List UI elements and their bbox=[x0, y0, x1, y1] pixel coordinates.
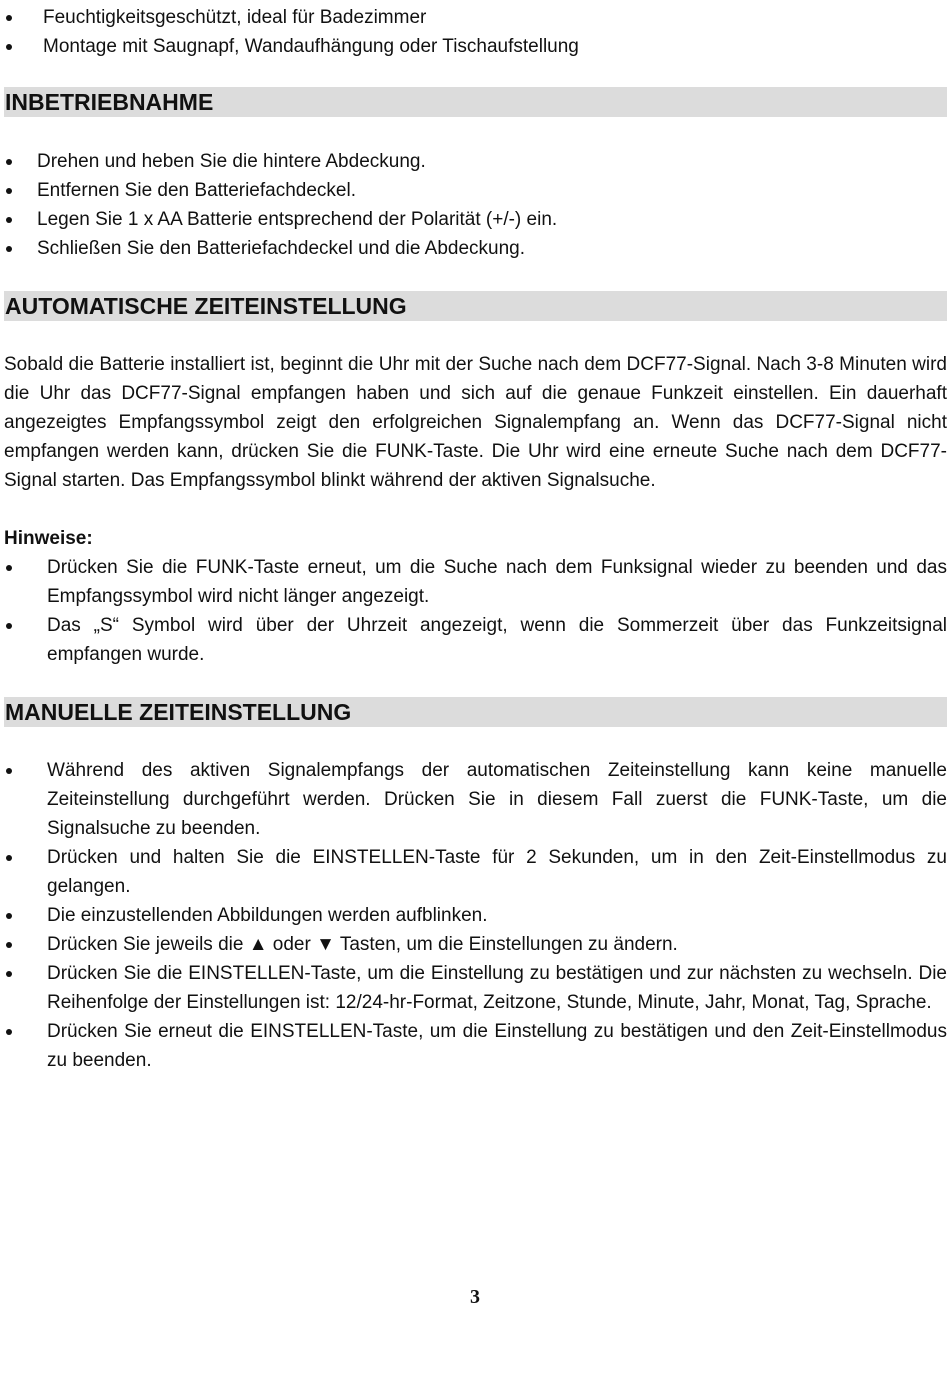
list-item bbox=[0, 611, 947, 669]
section-heading-manual bbox=[4, 697, 947, 727]
list-item-text: Drücken Sie die EINSTELLEN-Taste, um die Einstellung zu bestätigen und zur nächsten zu wechseln. Die Reihenfolge der Einstellungen ist: 12/24-hr-Format, Zeitzone, Stunde, Minute, Jahr, Monat, Tag, Sprache. bbox=[47, 963, 947, 1013]
list-item-text: Das „S“ Symbol wird über der Uhrzeit angezeigt, wenn die Sommerzeit über das Funkzeitsignal empfangen wurde. bbox=[47, 615, 947, 665]
section-heading-inbetriebnahme bbox=[4, 87, 947, 117]
list-item bbox=[0, 553, 947, 611]
list-item bbox=[0, 756, 947, 843]
section-title: MANUELLE ZEITEINSTELLUNG bbox=[5, 699, 352, 725]
automatic-paragraph: Sobald die Batterie installiert ist, beginnt die Uhr mit der Suche nach dem DCF77-Signal. Nach 3-8 Minuten wird die Uhr das DCF77-Signal empfangen haben und sich auf die genaue Funkzeit einstellen. Ein dauerhaft angezeigtes Empfangssymbol zeigt den erfolgreichen Signalempfang an. Wenn das DCF77-Signal nicht empfangen werden kann, drücken Sie die FUNK-Taste. Die Uhr wird eine erneute Suche nach dem DCF77-Signal starten. Das Empfangssymbol blinkt während der aktiven Signalsuche. bbox=[4, 354, 947, 491]
list-item-text: Während des aktiven Signalempfangs der automatischen Zeiteinstellung kann keine manuelle Zeiteinstellung durchgeführt werden. Drücken Sie in diesem Fall zuerst die FUNK-Taste, um die Signalsuche zu beenden. bbox=[47, 760, 947, 839]
feature-list bbox=[0, 3, 947, 61]
list-item bbox=[0, 1017, 947, 1075]
list-item-text: Entfernen Sie den Batteriefachdeckel. bbox=[37, 180, 356, 201]
list-item-text: Die einzustellenden Abbildungen werden aufblinken. bbox=[47, 905, 488, 926]
list-item-text: Drücken Sie jeweils die ▲ oder ▼ Tasten, um die Einstellungen zu ändern. bbox=[47, 934, 678, 955]
list-item bbox=[0, 930, 947, 959]
list-item bbox=[0, 176, 947, 205]
list-item bbox=[0, 147, 947, 176]
list-item bbox=[0, 843, 947, 901]
list-item-text: Drücken Sie die FUNK-Taste erneut, um die Suche nach dem Funksignal wieder zu beenden und das Empfangssymbol wird nicht länger angezeigt. bbox=[47, 557, 947, 607]
list-item bbox=[0, 205, 947, 234]
list-item-text: Schließen Sie den Batteriefachdeckel und die Abdeckung. bbox=[37, 238, 525, 259]
list-item bbox=[0, 32, 947, 61]
list-item-text: Drücken Sie erneut die EINSTELLEN-Taste, um die Einstellung zu bestätigen und den Zeit-Einstellmodus zu beenden. bbox=[47, 1021, 947, 1071]
setup-steps-list bbox=[0, 147, 947, 263]
list-item bbox=[0, 3, 947, 32]
section-heading-automatic bbox=[4, 291, 947, 321]
list-item bbox=[0, 234, 947, 263]
list-item-text: Drehen und heben Sie die hintere Abdeckung. bbox=[37, 151, 426, 172]
list-item bbox=[0, 959, 947, 1017]
list-item-text: Drücken und halten Sie die EINSTELLEN-Taste für 2 Sekunden, um in den Zeit-Einstellmodus zu gelangen. bbox=[47, 847, 947, 897]
section-title: INBETRIEBNAHME bbox=[5, 89, 214, 115]
section-title: AUTOMATISCHE ZEITEINSTELLUNG bbox=[5, 293, 407, 319]
list-item bbox=[0, 901, 947, 930]
list-item-text: Legen Sie 1 x AA Batterie entsprechend der Polarität (+/-) ein. bbox=[37, 209, 558, 230]
notes-label: Hinweise: bbox=[4, 528, 93, 549]
list-item-text: Feuchtigkeitsgeschützt, ideal für Badezimmer bbox=[43, 7, 427, 28]
notes-list bbox=[0, 553, 947, 669]
page-number: 3 bbox=[470, 1286, 480, 1308]
manual-steps-list bbox=[0, 756, 947, 1075]
list-item-text: Montage mit Saugnapf, Wandaufhängung oder Tischaufstellung bbox=[43, 36, 579, 57]
